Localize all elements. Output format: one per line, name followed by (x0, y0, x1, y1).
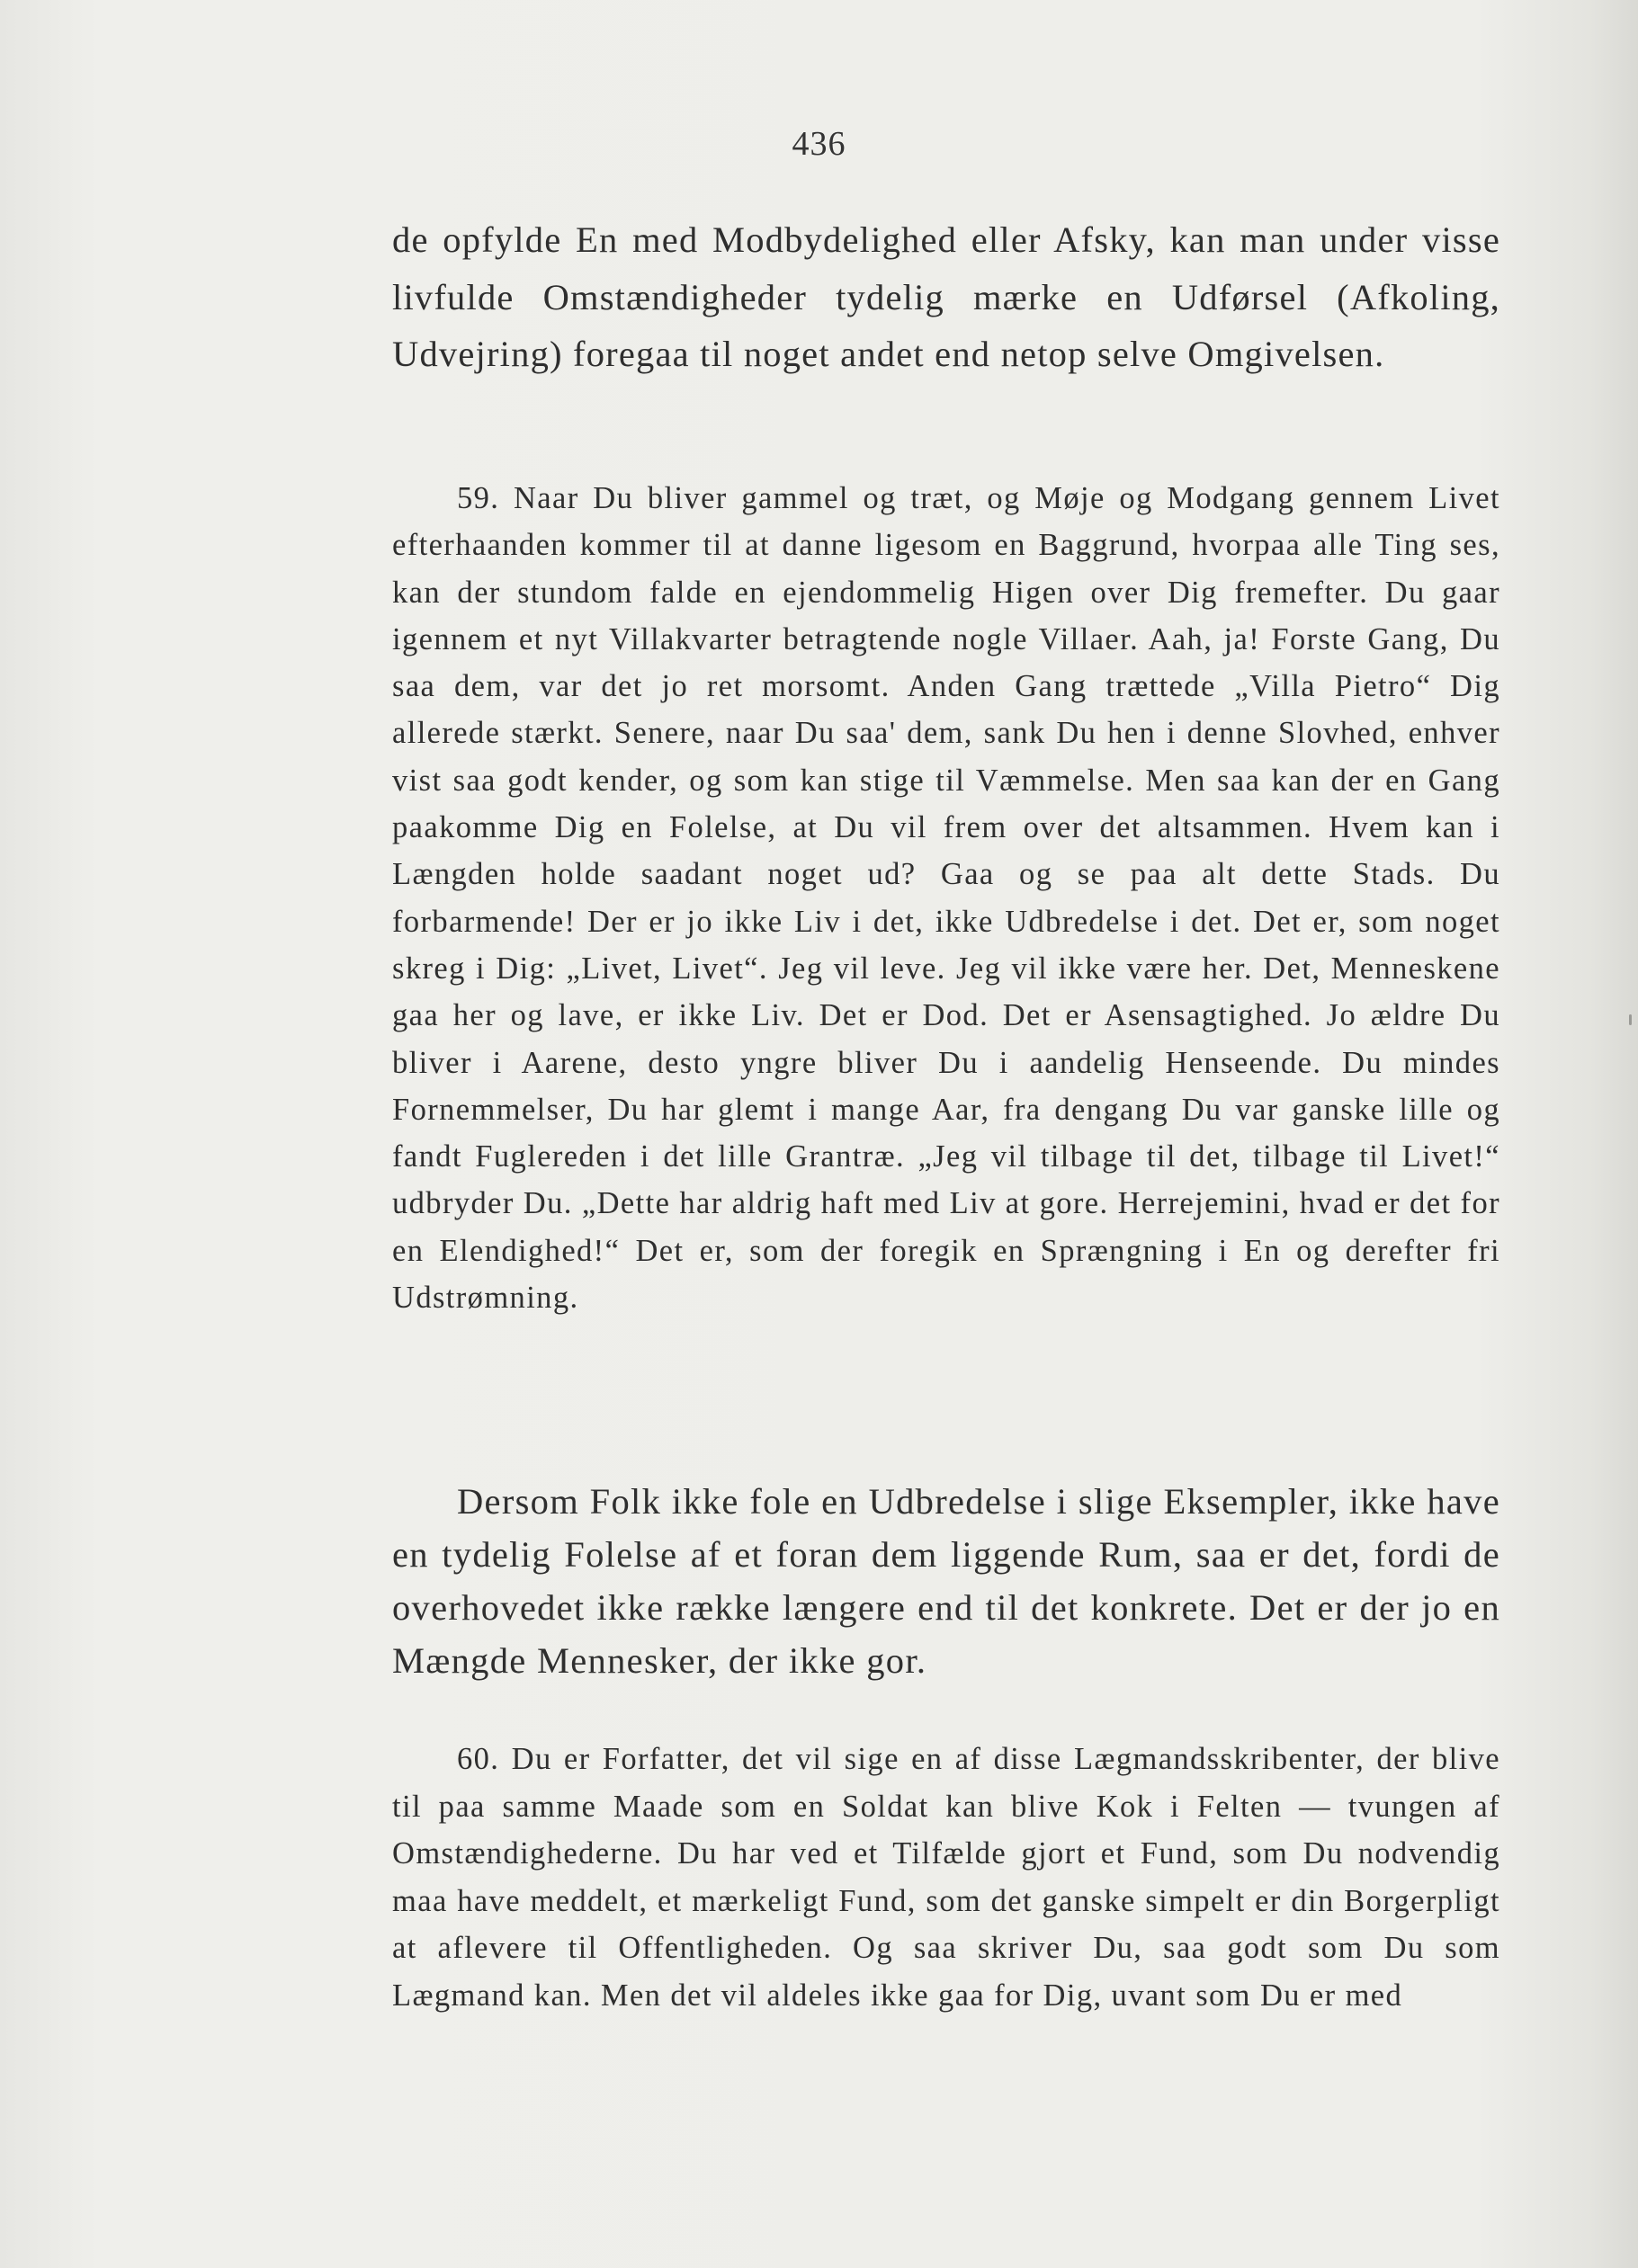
paragraph-dersom-text: Dersom Folk ikke fole en Udbredelse i slige Eksempler, ikke have en tydelig Folelse af et foran dem liggende Rum, saa er det, fordi de overhovedet ikke række længere end til det konkrete. Det er der jo en Mængde Mennesker, der ikke gor. (392, 1481, 1500, 1681)
paragraph-continued: de opfylde En med Modbydelighed eller Afsky, kan man under visse livfulde Omstændigheder tydelig mærke en Udførsel (Afkoling, Udvejring) foregaa til noget andet end netop selve Omgivelsen. (392, 219, 1500, 374)
paragraph-60 (392, 1736, 1500, 2020)
scan-speck (1629, 1014, 1632, 1025)
paragraph-59 (392, 475, 1500, 1321)
paragraph-dersom (392, 1475, 1500, 1687)
paragraph-59-text: 59. Naar Du bliver gammel og træt, og Møje og Modgang gennem Livet efterhaanden kommer til at danne ligesom en Baggrund, hvorpaa alle Ting ses, kan der stundom falde en ejendommelig Higen over Dig fremefter. Du gaar igennem et nyt Villakvarter betragtende nogle Villaer. Aah, ja! Forste Gang, Du saa dem, var det jo ret morsomt. Anden Gang trættede „Villa Pietro“ Dig allerede stærkt. Senere, naar Du saa' dem, sank Du hen i denne Slovhed, enhver vist saa godt kender, og som kan stige til Væmmelse. Men saa kan der en Gang paakomme Dig en Folelse, at Du vil frem over det altsammen. Hvem kan i Længden holde saadant noget ud? Gaa og se paa alt dette Stads. Du forbarmende! Der er jo ikke Liv i det, ikke Udbredelse i det. Det er, som noget skreg i Dig: „Livet, Livet“. Jeg vil leve. Jeg vil ikke være her. Det, Menneskene gaa her og lave, er ikke Liv. Det er Dod. Det er Asensagtighed. Jo ældre Du bliver i Aarene, desto yngre bliver Du i aandelig Henseende. Du mindes Fornemmelser, Du har glemt i mange Aar, fra dengang Du var ganske lille og fandt Fuglereden i det lille Grantræ. „Jeg vil tilbage til det, tilbage til Livet!“ udbryder Du. „Dette har aldrig haft med Liv at gore. Herrejemini, hvad er det for en Elendighed!“ Det er, som der foregik en Sprængning i En og derefter fri Udstrømning. (392, 481, 1500, 1316)
page-number: 436 (792, 125, 846, 163)
paragraph-60-text: 60. Du er Forfatter, det vil sige en af disse Lægmandsskribenter, der blive til paa samme Maade som en Soldat kan blive Kok i Felten — tvungen af Omstændighederne. Du har ved et Tilfælde gjort et Fund, som Du nodvendig maa have meddelt, et mærkeligt Fund, som det ganske simpelt er din Borgerpligt at aflevere til Offentligheden. Og saa skriver Du, saa godt som Du som Lægmand kan. Men det vil aldeles ikke gaa for Dig, uvant som Du er med (392, 1742, 1500, 2013)
